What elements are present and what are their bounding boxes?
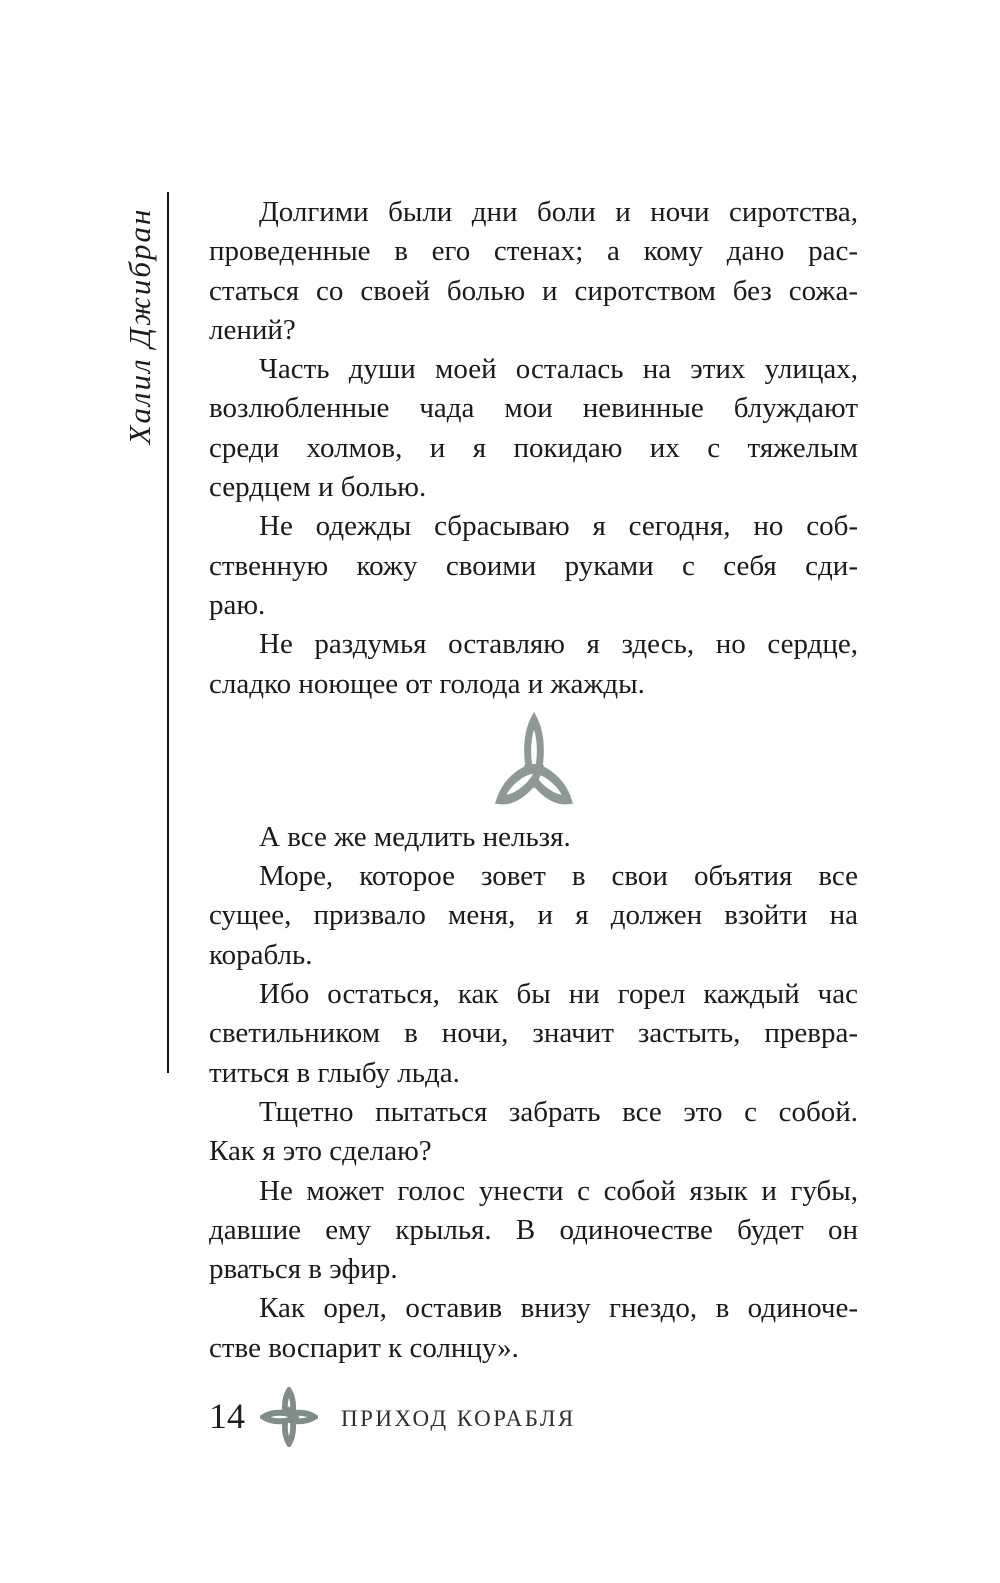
triquetra-ornament xyxy=(495,712,573,808)
text-line: титься в глыбу льда. xyxy=(209,1056,460,1089)
text-line: сердцем и болью. xyxy=(209,471,427,504)
text-line: Долгими были дни боли и ночи сиротства, xyxy=(259,196,858,228)
text-line: Не одежды сбрасываю я сегодня, но соб- xyxy=(259,510,858,543)
text-line: Как орел, оставив внизу гнездо, в одиноче- xyxy=(259,1292,858,1325)
text-line: Ибо остаться, как бы ни горел каждый час xyxy=(259,978,858,1011)
text-line: раю. xyxy=(209,588,266,621)
text-line: возлюбленные чада мои невинные блуждают xyxy=(209,392,858,425)
text-line: А все же медлить нельзя. xyxy=(259,820,571,853)
text-section-lower xyxy=(209,818,858,1368)
text-section-upper xyxy=(209,193,858,704)
text-line: статься со своей болью и сиротством без сожа- xyxy=(209,274,858,307)
text-line: Море, которое зовет в свои объятия все xyxy=(259,860,858,893)
text-line: проведенные в его стенах; а кому дано рас- xyxy=(209,235,858,268)
text-column xyxy=(209,193,858,1368)
text-line: корабль. xyxy=(209,938,313,971)
author-vertical-text: Халил Джибран xyxy=(122,207,157,445)
text-line: ственную кожу своими руками с себя сди- xyxy=(209,549,858,582)
text-line: Как я это сделаю? xyxy=(209,1135,432,1168)
text-line: Не раздумья оставляю я здесь, но сердце, xyxy=(259,628,858,661)
triquetra-petal xyxy=(497,761,542,806)
knot-petal xyxy=(263,1413,294,1422)
text-line: давшие ему крылья. В одиночестве будет он xyxy=(209,1213,858,1246)
text-line: сладко ноющее от голода и жажды. xyxy=(209,667,645,700)
chapter-title: ПРИХОД КОРАБЛЯ xyxy=(341,1406,576,1431)
triquetra-icon xyxy=(495,712,573,808)
page-number: 14 xyxy=(209,1396,245,1436)
text-line: сущее, призвало меня, и я должен взойти на xyxy=(209,899,858,932)
text-line: светильником в ночи, значит застыть, превра- xyxy=(209,1017,858,1050)
text-line: рваться в эфир. xyxy=(209,1253,398,1286)
text-line: Тщетно пытаться забрать все это с собой. xyxy=(259,1095,858,1128)
text-line: Не может голос унести с собой язык и губы, xyxy=(259,1174,858,1207)
text-line: Часть души моей осталась на этих улицах, xyxy=(259,353,858,386)
vertical-rule xyxy=(167,192,169,1073)
text-line: среди холмов, и я покидаю их с тяжелым xyxy=(209,431,858,464)
text-line: лений? xyxy=(209,313,296,346)
quad-knot-icon xyxy=(260,1387,318,1447)
text-line: стве воспарит к солнцу». xyxy=(209,1331,519,1364)
